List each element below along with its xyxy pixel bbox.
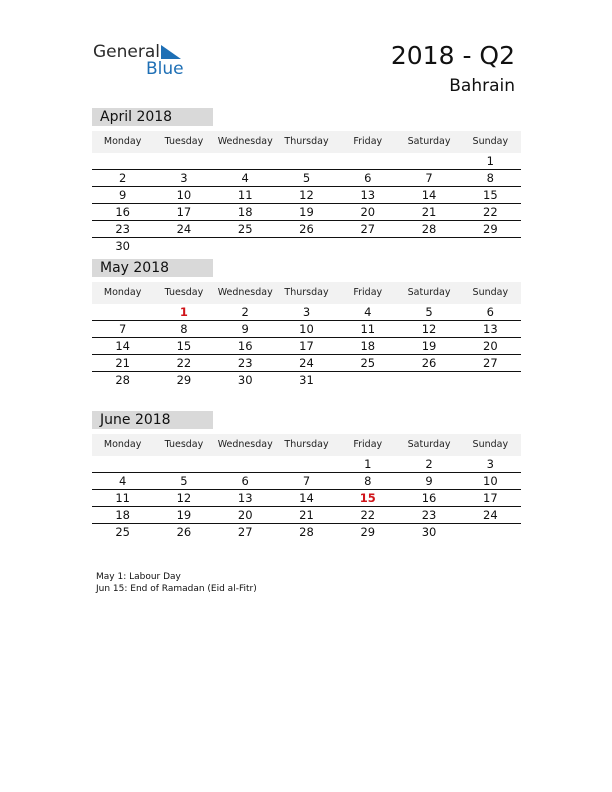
day-cell — [153, 238, 214, 254]
day-cell — [398, 238, 459, 254]
holiday-note: May 1: Labour Day — [96, 572, 181, 582]
day-cell: 4 — [364, 305, 372, 319]
week-row — [92, 372, 521, 388]
weekday-label: Monday — [103, 439, 142, 450]
day-cell — [153, 456, 214, 472]
day-cell: 21 — [421, 205, 437, 219]
day-cell: 13 — [360, 188, 376, 202]
day-cell: 18 — [237, 205, 253, 219]
generalblue-logo — [93, 42, 193, 78]
week-row — [92, 304, 521, 321]
day-cell: 20 — [360, 205, 376, 219]
day-cell: 12 — [299, 188, 314, 202]
day-cell: 10 — [299, 322, 314, 336]
weekday-header — [92, 282, 521, 304]
week-row — [92, 170, 521, 187]
day-cell: 5 — [180, 474, 188, 488]
week-row — [92, 338, 521, 355]
weekday-header — [92, 434, 521, 456]
day-cell: 8 — [486, 171, 494, 185]
week-row — [92, 221, 521, 238]
day-cell: 22 — [176, 356, 192, 370]
day-cell: 19 — [299, 205, 314, 219]
day-cell: 28 — [421, 222, 437, 236]
day-cell — [337, 153, 398, 169]
week-row — [92, 355, 521, 372]
weekday-header — [92, 131, 521, 153]
week-row — [92, 187, 521, 204]
day-cell: 26 — [176, 525, 192, 539]
weekday-label: Sunday — [472, 439, 509, 450]
weekday-label: Monday — [103, 287, 142, 298]
day-cell: 26 — [421, 356, 437, 370]
day-cell: 5 — [425, 305, 433, 319]
day-cell: 28 — [115, 373, 130, 387]
day-cell — [153, 153, 214, 169]
day-cell: 4 — [241, 171, 249, 185]
day-cell: 9 — [118, 188, 127, 202]
day-cell: 14 — [421, 188, 437, 202]
month-april — [92, 108, 521, 254]
day-cell: 27 — [483, 356, 498, 370]
day-cell: 5 — [302, 171, 311, 185]
week-row — [92, 321, 521, 338]
day-cell: 23 — [237, 356, 253, 370]
day-cell — [337, 372, 398, 388]
day-cell: 20 — [483, 339, 498, 353]
month-label: June 2018 — [92, 411, 213, 429]
day-cell: 2 — [118, 171, 127, 185]
week-row — [92, 456, 521, 473]
day-cell: 14 — [299, 491, 314, 505]
day-cell: 29 — [483, 222, 498, 236]
day-cell: 16 — [115, 205, 130, 219]
day-cell: 1 — [486, 154, 494, 168]
day-cell: 28 — [299, 525, 314, 539]
day-cell: 16 — [421, 491, 437, 505]
day-cell — [398, 153, 459, 169]
day-cell: 22 — [483, 205, 498, 219]
week-row — [92, 524, 521, 540]
day-cell: 23 — [421, 508, 437, 522]
day-cell: 18 — [360, 339, 376, 353]
day-cell: 23 — [115, 222, 130, 236]
logo-text-blue: Blue — [146, 59, 184, 79]
day-cell: 7 — [302, 474, 311, 488]
month-june — [92, 411, 521, 540]
month-grid — [92, 304, 521, 388]
day-cell: 12 — [176, 491, 192, 505]
week-row — [92, 473, 521, 490]
week-row — [92, 507, 521, 524]
day-cell: 2 — [425, 457, 433, 471]
logo-triangle-icon — [161, 45, 181, 59]
day-cell: 15 — [176, 339, 192, 353]
weekday-label: Friday — [353, 439, 383, 450]
day-cell — [276, 153, 337, 169]
weekday-label: Tuesday — [164, 439, 204, 450]
day-cell: 29 — [176, 373, 192, 387]
day-cell: 9 — [425, 474, 433, 488]
day-cell: 27 — [237, 525, 253, 539]
weekday-label: Sunday — [472, 136, 509, 147]
day-cell: 22 — [360, 508, 376, 522]
day-cell: 12 — [421, 322, 437, 336]
day-cell — [92, 304, 153, 320]
day-cell: 25 — [115, 525, 130, 539]
day-cell: 15 — [483, 188, 498, 202]
weekday-label: Sunday — [472, 287, 509, 298]
day-cell — [276, 456, 337, 472]
day-cell: 11 — [237, 188, 253, 202]
weekday-label: Friday — [353, 136, 383, 147]
weekday-label: Saturday — [407, 136, 451, 147]
day-cell: 19 — [421, 339, 437, 353]
day-cell — [92, 456, 153, 472]
day-cell — [460, 372, 521, 388]
day-cell — [215, 153, 276, 169]
weekday-label: Thursday — [284, 287, 329, 298]
day-cell: 11 — [115, 491, 130, 505]
day-cell: 24 — [176, 222, 192, 236]
day-cell: 29 — [360, 525, 376, 539]
day-cell: 25 — [360, 356, 376, 370]
day-cell — [276, 238, 337, 254]
day-cell: 25 — [237, 222, 253, 236]
day-cell: 8 — [180, 322, 188, 336]
day-cell: 6 — [486, 305, 494, 319]
day-cell: 3 — [180, 171, 188, 185]
weekday-label: Saturday — [407, 439, 451, 450]
weekday-label: Tuesday — [164, 136, 204, 147]
month-label: April 2018 — [92, 108, 213, 126]
day-cell: 13 — [483, 322, 498, 336]
day-cell: 10 — [176, 188, 192, 202]
month-grid — [92, 153, 521, 254]
day-cell: 16 — [237, 339, 253, 353]
day-cell: 24 — [299, 356, 314, 370]
day-cell: 30 — [421, 525, 437, 539]
page-title: 2018 - Q2 — [390, 41, 515, 70]
day-cell: 21 — [115, 356, 130, 370]
day-cell: 26 — [299, 222, 314, 236]
day-cell — [337, 238, 398, 254]
week-row — [92, 204, 521, 221]
week-row — [92, 490, 521, 507]
day-cell: 4 — [118, 474, 127, 488]
day-cell: 3 — [302, 305, 311, 319]
month-label: May 2018 — [92, 259, 213, 277]
day-cell: 7 — [425, 171, 433, 185]
weekday-label: Saturday — [407, 287, 451, 298]
day-cell — [215, 456, 276, 472]
day-cell: 20 — [237, 508, 253, 522]
day-cell: 3 — [486, 457, 494, 471]
day-cell: 13 — [237, 491, 253, 505]
day-cell: 18 — [115, 508, 130, 522]
day-cell: 17 — [483, 491, 498, 505]
day-cell — [460, 238, 521, 254]
weekday-label: Wednesday — [217, 439, 273, 450]
day-cell: 6 — [241, 474, 249, 488]
day-cell: 30 — [115, 239, 130, 253]
weekday-label: Tuesday — [164, 287, 204, 298]
week-row — [92, 238, 521, 254]
day-cell: 21 — [299, 508, 314, 522]
day-cell: 15 — [359, 491, 376, 505]
logo-text-general: General — [93, 42, 160, 62]
day-cell: 24 — [483, 508, 498, 522]
day-cell: 2 — [241, 305, 249, 319]
day-cell: 7 — [118, 322, 127, 336]
month-grid — [92, 456, 521, 540]
weekday-label: Wednesday — [217, 287, 273, 298]
weekday-label: Wednesday — [217, 136, 273, 147]
month-may — [92, 259, 521, 388]
day-cell: 6 — [364, 171, 372, 185]
day-cell — [460, 524, 521, 540]
day-cell: 17 — [299, 339, 314, 353]
day-cell: 30 — [237, 373, 253, 387]
day-cell: 27 — [360, 222, 376, 236]
day-cell: 31 — [299, 373, 314, 387]
weekday-label: Friday — [353, 287, 383, 298]
day-cell: 11 — [360, 322, 376, 336]
day-cell: 19 — [176, 508, 192, 522]
holiday-notes — [96, 571, 257, 595]
day-cell: 1 — [364, 457, 372, 471]
day-cell — [398, 372, 459, 388]
day-cell — [215, 238, 276, 254]
weekday-label: Monday — [103, 136, 142, 147]
day-cell: 17 — [176, 205, 192, 219]
country-name: Bahrain — [449, 76, 515, 96]
day-cell: 10 — [483, 474, 498, 488]
day-cell: 9 — [241, 322, 249, 336]
day-cell: 8 — [364, 474, 372, 488]
week-row — [92, 153, 521, 170]
weekday-label: Thursday — [284, 439, 329, 450]
day-cell: 1 — [179, 305, 188, 319]
holiday-note: Jun 15: End of Ramadan (Eid al-Fitr) — [96, 584, 257, 594]
weekday-label: Thursday — [284, 136, 329, 147]
day-cell: 14 — [115, 339, 130, 353]
day-cell — [92, 153, 153, 169]
